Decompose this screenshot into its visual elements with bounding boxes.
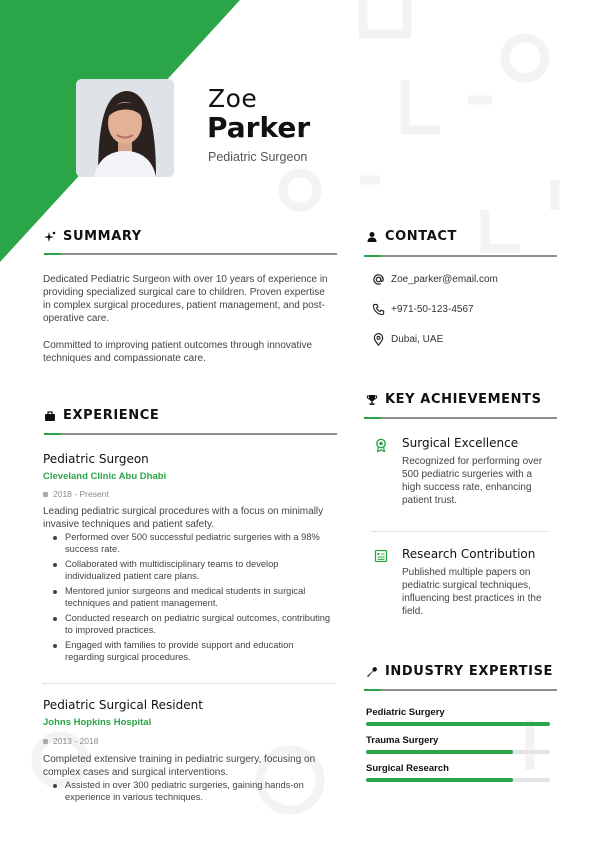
skill-1-bar bbox=[366, 722, 550, 726]
summary-paragraph-2: Committed to improving patient outcomes through innovative techniques and compassionate care. bbox=[43, 340, 313, 364]
experience-heading-label: EXPERIENCE bbox=[63, 408, 160, 423]
achievement-2-title: Research Contribution bbox=[402, 547, 536, 561]
achievement-1-title: Surgical Excellence bbox=[402, 436, 519, 450]
phone-icon bbox=[371, 302, 385, 316]
summary-heading-label: SUMMARY bbox=[63, 229, 142, 244]
profile-photo bbox=[76, 79, 174, 177]
expertise-heading-label: INDUSTRY EXPERTISE bbox=[385, 664, 554, 679]
sparkle-icon bbox=[44, 231, 56, 243]
job-1-description: Leading pediatric surgical procedures with a focus on minimally invasive techniques and patient safety. bbox=[43, 506, 324, 530]
job-1-dates bbox=[43, 489, 109, 499]
job-2-organization: Johns Hopkins Hospital bbox=[43, 717, 152, 728]
skill-2-label: Trauma Surgery bbox=[366, 735, 439, 746]
achievements-heading-label: KEY ACHIEVEMENTS bbox=[385, 392, 542, 407]
skill-3-fill bbox=[366, 778, 513, 782]
skill-1-fill bbox=[366, 722, 550, 726]
calendar-icon bbox=[43, 492, 48, 497]
summary-divider bbox=[44, 253, 337, 255]
contact-phone-text: +971-50-123-4567 bbox=[391, 303, 474, 315]
job-2-bullets bbox=[43, 780, 335, 807]
job-2-dates bbox=[43, 736, 98, 746]
achievement-1-description: Recognized for performing over 500 pediatric surgeries with a high success rate, enhancing patient trust. bbox=[402, 456, 543, 506]
achievements-heading bbox=[366, 392, 542, 407]
experience-heading bbox=[44, 408, 159, 423]
job-2-description: Completed extensive training in pediatric surgery, focusing on complex cases and surgical interventions. bbox=[43, 754, 316, 778]
summary-heading bbox=[44, 229, 142, 244]
job-separator bbox=[43, 683, 335, 684]
map-pin-icon bbox=[371, 332, 385, 346]
briefcase-icon bbox=[44, 410, 56, 422]
skill-1-label: Pediatric Surgery bbox=[366, 707, 445, 718]
job-1-bullet-3: Mentored junior surgeons and medical students in surgical techniques and patient management. bbox=[43, 586, 335, 610]
calendar-icon bbox=[43, 739, 48, 744]
last-name: Parker bbox=[207, 111, 311, 144]
contact-email[interactable] bbox=[371, 272, 498, 286]
job-2-dates-label: 2013 - 2018 bbox=[53, 736, 99, 746]
skill-2-bar bbox=[366, 750, 550, 754]
award-ribbon-icon bbox=[374, 438, 388, 452]
contact-divider bbox=[364, 255, 557, 257]
skill-3-label: Surgical Research bbox=[366, 763, 449, 774]
job-1-bullet-2: Collaborated with multidisciplinary teams to develop individualized patient care plans. bbox=[43, 559, 335, 583]
job-1-dates-label: 2018 - Present bbox=[53, 489, 109, 499]
achievement-separator bbox=[372, 531, 548, 532]
job-1-bullet-1: Performed over 500 successful pediatric surgeries with a 98% success rate. bbox=[43, 532, 335, 556]
achievement-2-description: Published multiple papers on pediatric surgical techniques, influencing best practices in the field. bbox=[402, 567, 542, 617]
person-icon bbox=[366, 231, 378, 243]
job-title: Pediatric Surgeon bbox=[208, 150, 308, 164]
expertise-heading bbox=[366, 664, 553, 679]
achievements-divider bbox=[364, 417, 557, 419]
wrench-icon bbox=[366, 666, 378, 678]
contact-location-text: Dubai, UAE bbox=[391, 333, 444, 345]
first-name: Zoe bbox=[208, 84, 258, 113]
job-1-bullets bbox=[43, 532, 335, 667]
job-2-role: Pediatric Surgical Resident bbox=[43, 698, 203, 712]
document-list-icon bbox=[374, 549, 388, 563]
expertise-divider bbox=[364, 689, 557, 691]
contact-heading bbox=[366, 229, 457, 244]
contact-email-text: Zoe_parker@email.com bbox=[391, 273, 498, 285]
contact-location bbox=[371, 332, 443, 346]
experience-divider bbox=[44, 433, 337, 435]
job-1-bullet-5: Engaged with families to provide support and education regarding surgical procedures. bbox=[43, 640, 335, 664]
at-sign-icon bbox=[371, 272, 385, 286]
summary-paragraph-1: Dedicated Pediatric Surgeon with over 10 years of experience in providing specialized surgical care to children. Proven expertise in complex surgical procedures, patient management, and post-operative care. bbox=[43, 274, 328, 324]
skill-3-bar bbox=[366, 778, 550, 782]
contact-heading-label: CONTACT bbox=[385, 229, 457, 244]
job-1-role: Pediatric Surgeon bbox=[43, 452, 149, 466]
job-1-bullet-4: Conducted research on pediatric surgical outcomes, contributing to improved practices. bbox=[43, 613, 335, 637]
job-2-bullet-1: Assisted in over 300 pediatric surgeries, gaining hands-on experience in various techniques. bbox=[43, 780, 335, 804]
job-1-organization: Cleveland Clinic Abu Dhabi bbox=[43, 471, 167, 482]
contact-phone[interactable] bbox=[371, 302, 474, 316]
trophy-icon bbox=[366, 394, 378, 406]
skill-2-fill bbox=[366, 750, 513, 754]
